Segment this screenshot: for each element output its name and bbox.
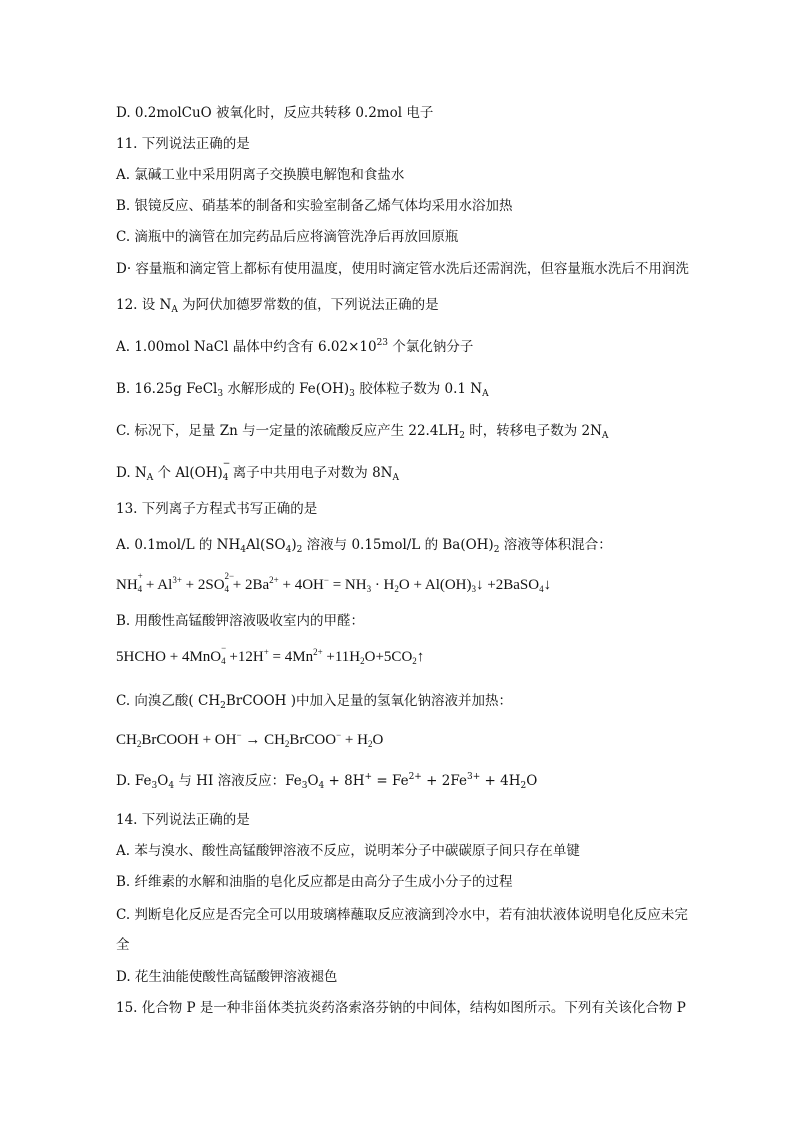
q11-option-a: A. 氯碱工业中采用阴离子交换膜电解饱和食盐水 <box>116 167 405 183</box>
q13-option-c: C. 向溴乙酸( $CH_2BrCOOH$ )中加入足量的氢氧化钠溶液并加热： <box>116 693 512 711</box>
q14-option-d: D. 花生油能使酸性高锰酸钾溶液褪色 <box>116 969 338 985</box>
q13-equation-c: $CH_2BrCOOH + OH^-$ → $CH_2BrCOO^- + H_2O$ <box>116 730 384 749</box>
q13-option-b: B. 用酸性高锰酸钾溶液吸收室内的甲醛： <box>116 613 365 629</box>
q13-equation-b: 5HCHO + 4MnO$_4$ − $+12H^+ = 4Mn^{2+}$ $+11H_2O+5CO_2↑$ <box>116 643 425 666</box>
q12-option-b: B. 16.25g FeCl$_3$ 水解形成的 $Fe(OH)_3$ 胶体粒子数为 0.1 $N_A$ <box>116 381 489 399</box>
q14-option-b: B. 纤维素的水解和油脂的皂化反应都是由高分子生成小分子的过程 <box>116 874 513 890</box>
q11-option-d: D· 容量瓶和滴定管上都标有使用温度，使用时滴定管水洗后还需润洗，但容量瓶水洗后不用润洗 <box>116 261 689 277</box>
q15-stem: 15. 化合物 P 是一种非甾体类抗炎药洛索洛芬钠的中间体，结构如图所示。下列有关该化合物 P <box>116 1000 686 1016</box>
q12-option-a: A. 1.00mol NaCl 晶体中约含有 $6.02\times 10^{23}$ 个氯化钠分子 <box>116 338 474 355</box>
q13-option-d: D. $Fe_3O_4$ 与 HI 溶液反应：$Fe_3O_4 + 8H^+ = Fe^{2+} + 2Fe^{3+} + 4H_2O$ <box>116 772 538 791</box>
q14-option-c-line2: 全 <box>116 937 130 953</box>
q12-stem: 12. 设 $N_A$ 为阿伏加德罗常数的值，下列说法正确的是 <box>116 297 439 315</box>
q11-option-b: B. 银镜反应、硝基苯的制备和实验室制备乙烯气体均采用水浴加热 <box>116 198 513 214</box>
q14-stem: 14. 下列说法正确的是 <box>116 812 250 828</box>
q10-option-d: D. 0.2molCuO 被氧化时，反应共转移 0.2mol 电子 <box>116 105 434 121</box>
q13-equation-a: $NH_4$ + + $Al^{3+} + 2SO_4$ 2− + $2Ba^{2+} + 4OH^- = NH_3 \cdot H_2O$ + $Al(OH)_3↓$ +2BaSO$_4$↓ <box>116 571 552 594</box>
q13-stem: 13. 下列离子方程式书写正确的是 <box>116 501 318 517</box>
q11-option-c: C. 滴瓶中的滴管在加完药品后应将滴管洗净后再放回原瓶 <box>116 229 459 245</box>
q14-option-c-line1: C. 判断皂化反应是否完全可以用玻璃棒蘸取反应液滴到冷水中，若有油状液体说明皂化反应未完 <box>116 907 688 923</box>
q14-option-a: A. 苯与溴水、酸性高锰酸钾溶液不反应，说明苯分子中碳碳原子间只存在单键 <box>116 843 580 859</box>
q11-stem: 11. 下列说法正确的是 <box>116 136 250 152</box>
q12-option-c: C. 标况下，足量 Zn 与一定量的浓硫酸反应产生 $22.4LH_2$ 时，转移电子数为 $2N_A$ <box>116 423 609 441</box>
q13-option-a: A. 0.1mol/L 的 $NH_4Al(SO_4)_2$ 溶液与 0.15mol/L 的 $Ba(OH)_2$ 溶液等体积混合： <box>116 537 612 555</box>
q12-option-d: D. $N_A$ 个 $Al(OH)_4$ − 离子中共用电子对数为 $8N_A$ <box>116 459 399 483</box>
